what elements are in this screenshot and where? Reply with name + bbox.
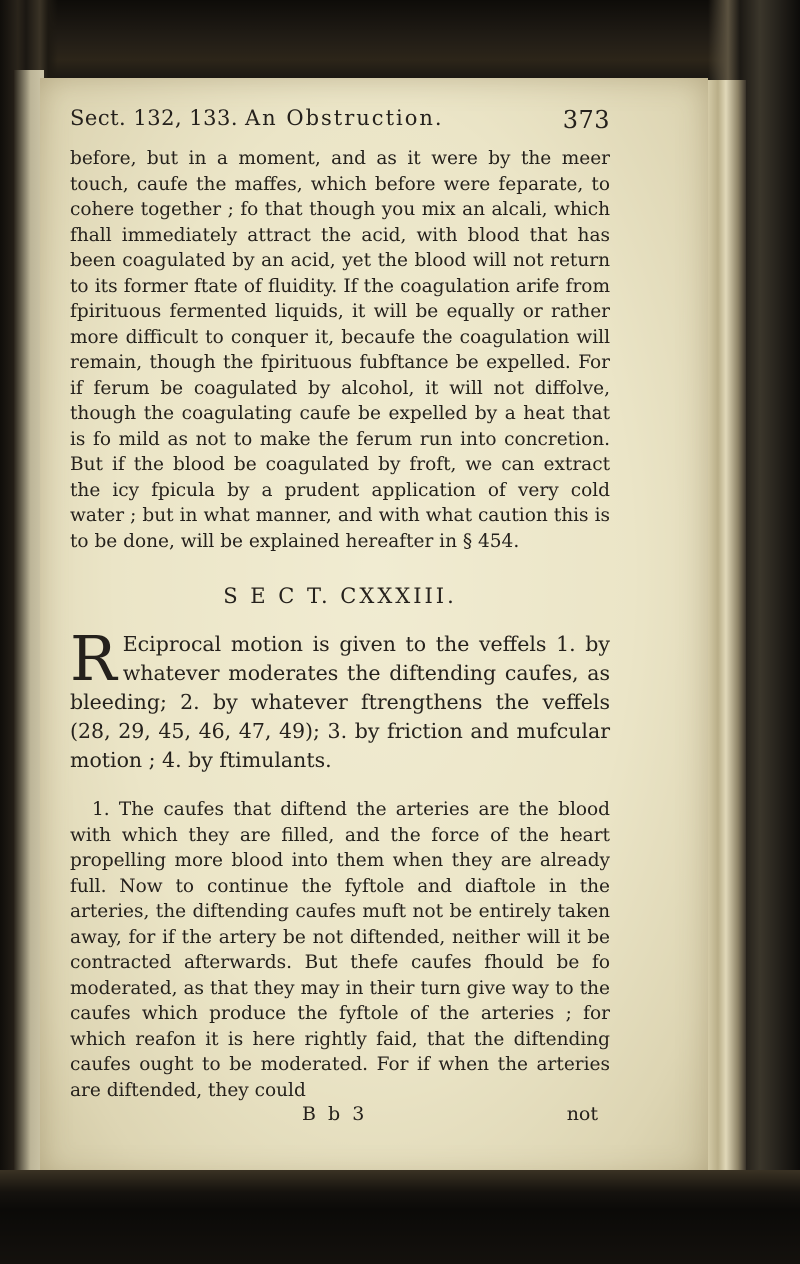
paragraph-continuation: before, but in a moment, and as it were by the meer touch, caufe the maffes, which before were feparate, to cohere together ; fo that though you mix an alcali, which fhall immediately attract the acid, with blood that has been coagulated by an acid, yet the blood will not return to its former ftate of fluidity. If the coagulation arife from fpirituous fermented liquids, it will be equally or rather more difficult to conquer it, becaufe the coagulation will remain, though the fpirituous fubftance be expelled. For if ferum be coagulated by alcohol, it will not diffolve, though the coagulating caufe be expelled by a heat that is fo mild as not to make the ferum run into concretion. But if the blood be coagulated by froft, we can extract the icy fpicula by a prudent application of very cold water ; but in what manner, and with what caution this is to be done, will be explained hereafter in § 454. (70, 148, 610, 552)
catchword: not (566, 1103, 598, 1125)
running-head-title: An Obstruction. (245, 106, 444, 130)
paragraph-reciprocal-motion (70, 622, 610, 775)
paragraph-reciprocal-motion-text: Eciprocal motion is given to the veffels 1. by whatever moderates the diftending caufes, as bleeding; 2. by whatever ftrengthens the veffels (28, 29, 45, 46, 47, 49); 3. by friction and mufcular motion ; 4. by ftimulants. (70, 632, 610, 772)
paragraph-distending-causes: 1. The caufes that diftend the arteries are the blood with which they are filled, and the force of the heart propelling more blood into them when they are already full. Now to continue the fyftole and diaftole in the arteries, the diftending caufes muft not be entirely taken away, for if the artery be not diftended, neither will it be contracted afterwards. But thefe caufes fhould be fo moderated, as that they may in their turn give way to the caufes which produce the fyftole of the arteries ; for which reafon it is here rightly faid, that the diftending caufes ought to be moderated. For if when the arteries are diftended, they could (70, 799, 610, 1101)
drop-cap: R (70, 622, 117, 695)
page-number: 373 (562, 106, 610, 134)
bottom-binding (0, 1170, 800, 1264)
page-text (70, 100, 610, 1131)
footer-line (70, 1103, 610, 1131)
running-header (70, 100, 610, 146)
section-heading: S E C T. CXXXIII. (223, 584, 457, 608)
page-edge-right (706, 80, 746, 1180)
signature-mark: B b 3 (302, 1103, 368, 1125)
section-reference: Sect. 132, 133. (70, 106, 239, 130)
